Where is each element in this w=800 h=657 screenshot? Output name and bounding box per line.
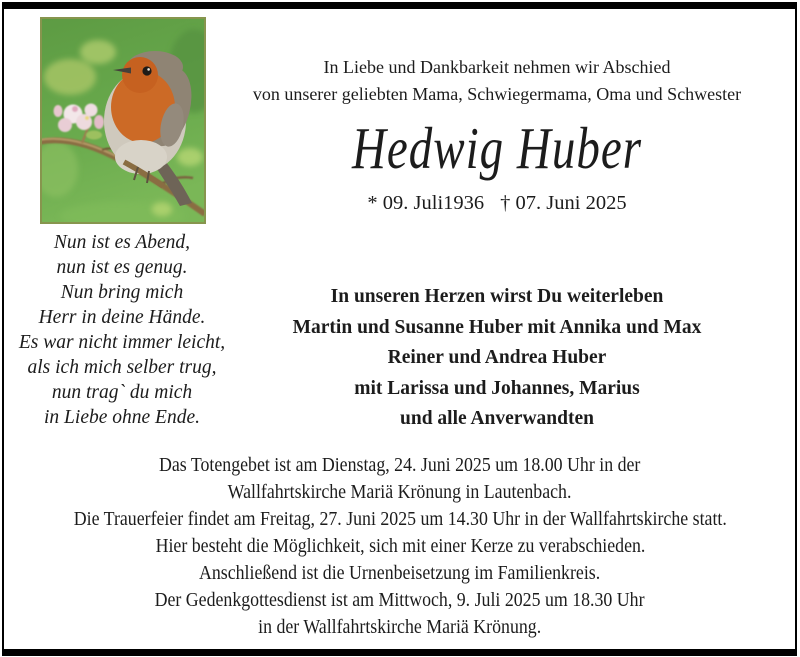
intro-line: In Liebe und Dankbarkeit nehmen wir Abschied xyxy=(323,57,671,77)
info-line: Das Totengebet ist am Dienstag, 24. Juni 2025 um 18.00 Uhr in der xyxy=(159,454,641,476)
deceased-name-text: Hedwig Huber xyxy=(351,115,643,182)
robin-photo-icon xyxy=(40,17,206,224)
info-line: Hier besteht die Möglichkeit, sich mit einer Kerze zu verabschieden. xyxy=(155,535,645,557)
family-line: In unseren Herzen wirst Du weiterleben xyxy=(330,286,664,307)
family-line: und alle Anverwandten xyxy=(400,408,594,429)
poem-line: nun ist es genug. xyxy=(56,257,188,278)
poem-line: Nun ist es Abend, xyxy=(53,232,191,253)
poem-line: Nun bring mich xyxy=(60,282,184,303)
poem-line: Herr in deine Hände. xyxy=(38,307,206,328)
birth-date: * 09. Juli1936 xyxy=(367,192,485,214)
intro-text xyxy=(207,54,787,108)
poem-line: Es war nicht immer leicht, xyxy=(18,332,226,353)
family-line: mit Larissa und Johannes, Marius xyxy=(354,377,640,399)
info-line: Anschließend ist die Urnenbeisetzung im Familienkreis. xyxy=(199,562,601,584)
info-line: Die Trauerfeier findet am Freitag, 27. Juni 2025 um 14.30 Uhr in der Wallfahrtskirche statt. xyxy=(73,508,727,530)
service-info xyxy=(6,452,794,641)
deceased-name xyxy=(207,110,787,188)
info-line: Wallfahrtskirche Mariä Krönung in Lautenbach. xyxy=(228,481,572,503)
death-date: † 07. Juni 2025 xyxy=(500,192,627,214)
family-message xyxy=(207,282,787,435)
poem-line: als ich mich selber trug, xyxy=(27,357,217,378)
poem-line: in Liebe ohne Ende. xyxy=(44,407,200,428)
life-dates xyxy=(207,190,787,216)
family-line: Martin und Susanne Huber mit Annika und Max xyxy=(292,316,702,338)
poem-line: nun trag` du mich xyxy=(51,382,193,403)
family-line: Reiner und Andrea Huber xyxy=(387,347,607,368)
intro-line: von unserer geliebten Mama, Schwiegermama, Oma und Schwester xyxy=(252,84,742,104)
info-line: Der Gedenkgottesdienst ist am Mittwoch, 9. Juli 2025 um 18.30 Uhr xyxy=(155,589,645,611)
memorial-poem xyxy=(6,230,238,430)
info-line: in der Wallfahrtskirche Mariä Krönung. xyxy=(258,616,542,638)
